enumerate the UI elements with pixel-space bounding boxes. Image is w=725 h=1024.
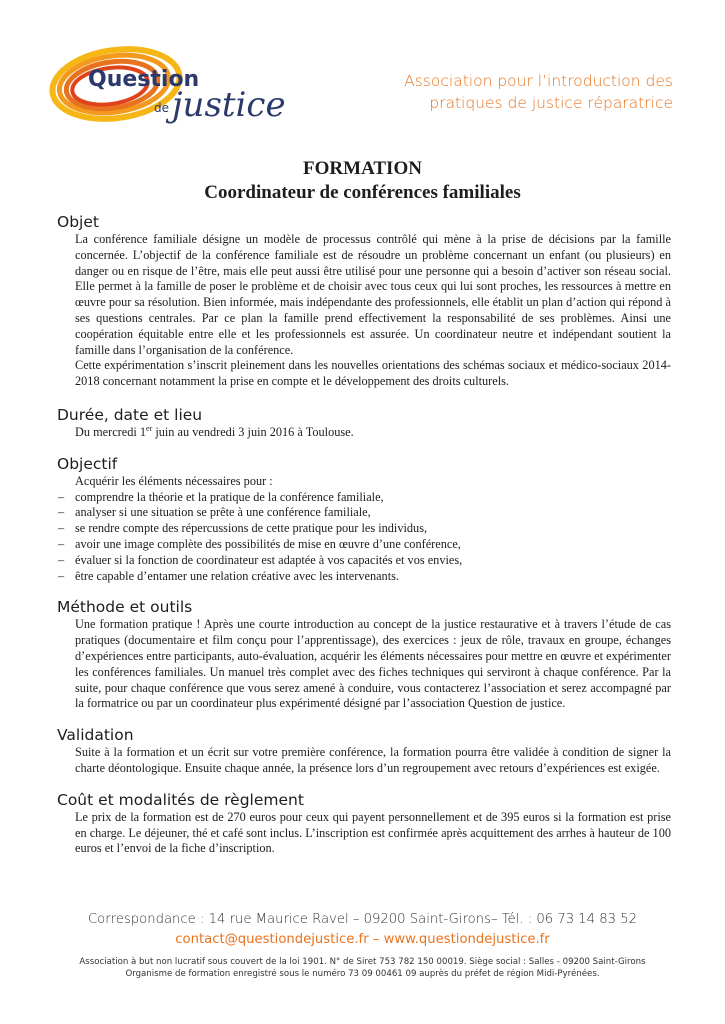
paragraph: Une formation pratique ! Après une courte introduction au concept de la justice restaurative et à travers l’étude de cas pratiques (documentaire et film conçu pour l’apprentissage), des exercices : jeux de rôle, travaux en groupe, échanges d’expériences entre participants, auto-évaluation, acquérir les éléments nécessaires pour mettre en œuvre et expérimenter les conférences familiales. Un manuel très complet avec des fiches techniques qui serviront à chaque conférence. Par la suite, pour chaque conférence que vous serez amené à conduire, vous contacterez l’association et serez accompagné par la formatrice ou par un coordinateur plus expérimenté désigné par l’association Question de justice.	[75, 617, 671, 711]
section-body	[75, 810, 671, 857]
list-item: – comprendre la théorie et la pratique de la conférence familiale,	[58, 489, 384, 504]
paragraph: Cette expérimentation s’inscrit pleinement dans les nouvelles orientations des schémas sociaux et médico-sociaux 2014-2018 concernant notamment la prise en compte et le développement des droits culturels.	[75, 358, 671, 389]
footer-legal	[0, 956, 725, 980]
section-methode	[57, 598, 671, 712]
association-line-2: pratiques de justice réparatrice	[429, 94, 673, 112]
association-tagline	[333, 70, 673, 114]
document-title	[0, 157, 725, 205]
document-content	[57, 213, 671, 857]
paragraph	[75, 425, 671, 441]
list-item: – être capable d’entamer une relation créative avec les intervenants.	[58, 568, 399, 583]
section-heading: Validation	[57, 726, 134, 745]
paragraph: Suite à la formation et un écrit sur votre première conférence, la formation pourra être validée à condition de signer la charte déontologique. Ensuite chaque année, la présence lors d’un regroupement avec retours d’expériences est exigée.	[75, 745, 671, 775]
association-line-1: Association pour l’introduction des	[404, 72, 673, 90]
list-item: – avoir une image complète des possibilités de mise en œuvre d’une conférence,	[58, 536, 461, 551]
question-de-justice-logo	[44, 40, 314, 130]
list-item: – évaluer si la fonction de coordinateur est adaptée à vos capacités et vos envies,	[58, 552, 463, 567]
logo-text-de: de	[154, 101, 169, 115]
section-cout	[57, 791, 671, 857]
paragraph: La conférence familiale désigne un modèle de processus contrôlé qui mène à la prise de décisions par la famille concernée. L’objectif de la conférence familiale est de résoudre un problème concernant un enfant (ou plusieurs) en danger ou en risque de l’être, mais elle peut aussi être utilisé pour une personne qui a besoin d’activer son réseau social. Elle permet à la famille de poser le problème et de choisir avec tous ceux qui lui sont proches, les ressources à mettre en œuvre pour sa résolution. Bien informée, mais indépendante des professionnels, elle établit un plan d’action qui répond à ses questions centrales. Par ce plan la famille prend effectivement la responsabilité de ses problèmes. Ainsi une coopération équitable entre elle et les professionnels est assurée. Un coordinateur neutre et indépendant soutient la famille dans l’organisation de la conférence.	[75, 232, 671, 357]
page-footer	[0, 910, 725, 980]
section-heading: Coût et modalités de règlement	[57, 790, 304, 809]
footer-contact-links[interactable]: contact@questiondejustice.fr – www.questiondejustice.fr	[175, 932, 550, 947]
section-objectif	[57, 455, 671, 585]
objective-list	[58, 489, 671, 585]
paragraph: Acquérir les éléments nécessaires pour :	[75, 473, 273, 488]
footer-legal-line-2: Organisme de formation enregistré sous le numéro 73 09 00461 09 auprès du préfet de région Midi-Pyrénées.	[125, 969, 600, 979]
logo-text-question: Question	[88, 67, 200, 92]
section-body	[75, 425, 671, 441]
footer-legal-line-1: Association à but non lucratif sous couvert de la loi 1901. N° de Siret 753 782 150 00019. Siège social : Salles - 09200 Saint-Girons	[79, 957, 646, 967]
section-objet	[57, 213, 671, 390]
logo-text-justice: justice	[172, 85, 286, 125]
list-item: – analyser si une situation se prête à une conférence familiale,	[58, 505, 371, 520]
section-heading: Objet	[57, 213, 99, 231]
section-heading: Objectif	[57, 454, 118, 473]
section-duree	[57, 406, 671, 441]
date-text-start: Du mercredi 1	[75, 424, 147, 439]
section-body	[75, 232, 671, 390]
section-heading: Durée, date et lieu	[57, 405, 203, 424]
title-subject: Coordinateur de conférences familiales	[204, 182, 521, 203]
footer-address: Correspondance : 14 rue Maurice Ravel – 09200 Saint-Girons– Tél. : 06 73 14 83 52	[87, 912, 638, 927]
paragraph: Le prix de la formation est de 270 euros pour ceux qui payent personnellement et de 395 euros si la formation est prise en charge. Le déjeuner, thé et café sont inclus. L’inscription est confirmée après acquittement des arrhes à hauteur de 100 euros et l’envoi de la fiche d’inscription.	[75, 809, 671, 856]
section-body	[75, 617, 671, 712]
section-body	[75, 745, 671, 777]
section-validation	[57, 726, 671, 777]
date-text-end: juin au vendredi 3 juin 2016 à Toulouse.	[152, 424, 354, 439]
title-formation: FORMATION	[303, 158, 422, 179]
logo-swirl-icon	[44, 40, 314, 130]
date-superscript: er	[146, 423, 153, 433]
list-item: – se rendre compte des répercussions de cette pratique pour les individus,	[58, 521, 428, 536]
section-body	[58, 473, 671, 585]
section-heading: Méthode et outils	[57, 598, 193, 617]
